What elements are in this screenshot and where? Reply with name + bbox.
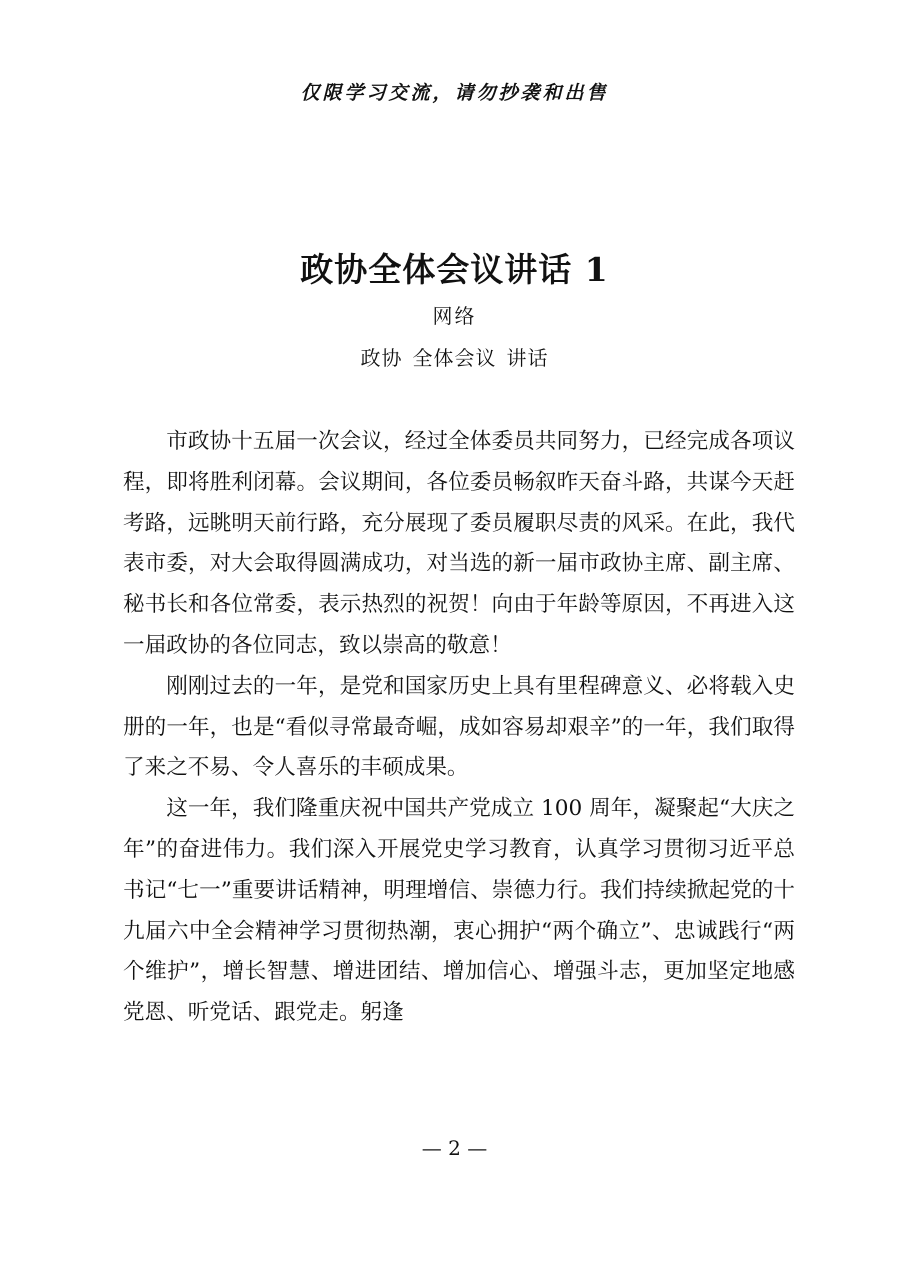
body-paragraph: 市政协十五届一次会议，经过全体委员共同努力，已经完成各项议程，即将胜利闭幕。会议期间，各位委员畅叙昨天奋斗路，共谋今天赶考路，远眺明天前行路，充分展现了委员履职尽责的风采。在此，我代表市委，对大会取得圆满成功，对当选的新一届市政协主席、副主席、秘书长和各位常委，表示热烈的祝贺！向由于年龄等原因，不再进入这一届政协的各位同志，致以崇高的敬意！ [123, 429, 795, 658]
document-source: 网络 [432, 304, 477, 328]
document-body [123, 422, 795, 1034]
keyword: 全体会议 [412, 346, 497, 370]
keyword: 政协 [360, 346, 403, 370]
document-title: 政协全体会议讲话 1 [300, 250, 609, 289]
body-paragraph: 刚刚过去的一年，是党和国家历史上具有里程碑意义、必将载入史册的一年，也是“看似寻常最奇崛，成如容易却艰辛”的一年，我们取得了来之不易、令人喜乐的丰硕成果。 [123, 673, 795, 781]
header-note: 仅限学习交流，请勿抄袭和出售 [300, 82, 609, 104]
body-paragraph: 这一年，我们隆重庆祝中国共产党成立 100 周年，凝聚起“大庆之年”的奋进伟力。我们深入开展党史学习教育，认真学习贯彻习近平总书记“七一”重要讲话精神，明理增信、崇德力行。我们持续掀起党的十九届六中全会精神学习贯彻热潮，衷心拥护“两个确立”、忠诚践行“两个维护”，增长智慧、增进团结、增加信心、增强斗志，更加坚定地感党恩、听党话、跟党走。躬逢 [123, 796, 795, 1026]
page-number: — 2 — [421, 1136, 488, 1160]
document-keywords [0, 342, 909, 371]
keyword: 讲话 [506, 346, 549, 370]
